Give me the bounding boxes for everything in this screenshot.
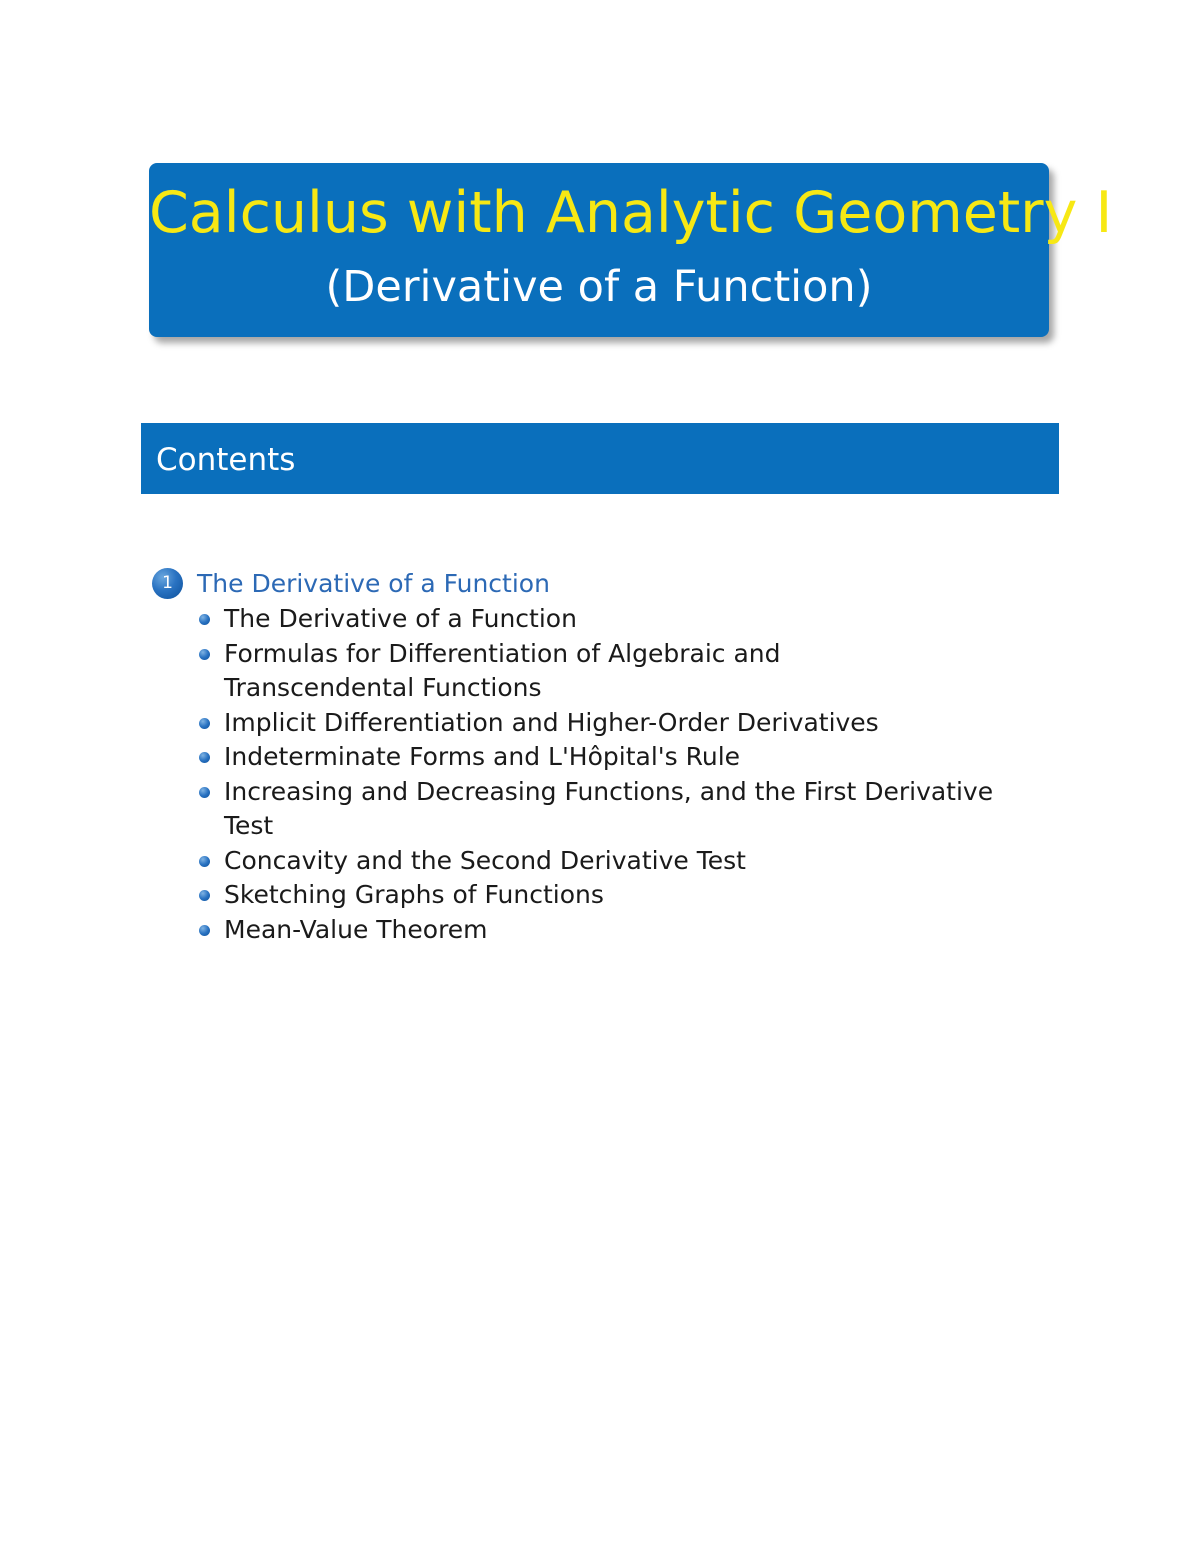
bullet-icon (199, 856, 210, 867)
table-of-contents (152, 566, 1032, 947)
bullet-icon (199, 752, 210, 763)
document-title: Calculus with Analytic Geometry I (149, 180, 1113, 246)
toc-subsection-item[interactable] (152, 913, 1032, 948)
toc-subsection-list (152, 602, 1032, 947)
toc-subsection-item[interactable] (152, 844, 1032, 879)
toc-subsection-item[interactable] (152, 740, 1032, 775)
toc-subsection-item[interactable] (152, 775, 1032, 844)
bullet-icon (199, 890, 210, 901)
toc-section-link[interactable]: The Derivative of a Function (197, 569, 550, 598)
toc-subsection-label[interactable]: Sketching Graphs of Functions (224, 880, 604, 909)
toc-subsection-label[interactable]: Concavity and the Second Derivative Test (224, 845, 746, 875)
section-number-badge: 1 (152, 568, 183, 599)
toc-subsection-item[interactable] (152, 706, 1032, 741)
bullet-icon (199, 649, 210, 660)
bullet-icon (199, 787, 210, 798)
bullet-icon (199, 925, 210, 936)
bullet-icon (199, 614, 210, 625)
contents-header (141, 423, 1059, 494)
toc-subsection-label[interactable]: Formulas for Differentiation of Algebraic and Transcendental Functions (224, 638, 781, 702)
toc-section-1[interactable] (152, 566, 1032, 602)
bullet-icon (199, 718, 210, 729)
document-subtitle: (Derivative of a Function) (325, 262, 873, 312)
toc-subsection-label[interactable]: Increasing and Decreasing Functions, and the First Derivative Test (224, 776, 994, 840)
toc-subsection-label[interactable]: Mean-Value Theorem (224, 914, 488, 944)
toc-subsection-item[interactable] (152, 637, 1032, 706)
toc-subsection-item[interactable] (152, 878, 1032, 913)
toc-subsection-label[interactable]: Indeterminate Forms and L'Hôpital's Rule (224, 742, 741, 771)
toc-subsection-label[interactable]: Implicit Differentiation and Higher-Order Derivatives (224, 707, 879, 737)
title-banner (149, 163, 1113, 337)
toc-subsection-label[interactable]: The Derivative of a Function (224, 604, 577, 633)
contents-heading: Contents (156, 442, 296, 478)
toc-subsection-item[interactable] (152, 602, 1032, 637)
